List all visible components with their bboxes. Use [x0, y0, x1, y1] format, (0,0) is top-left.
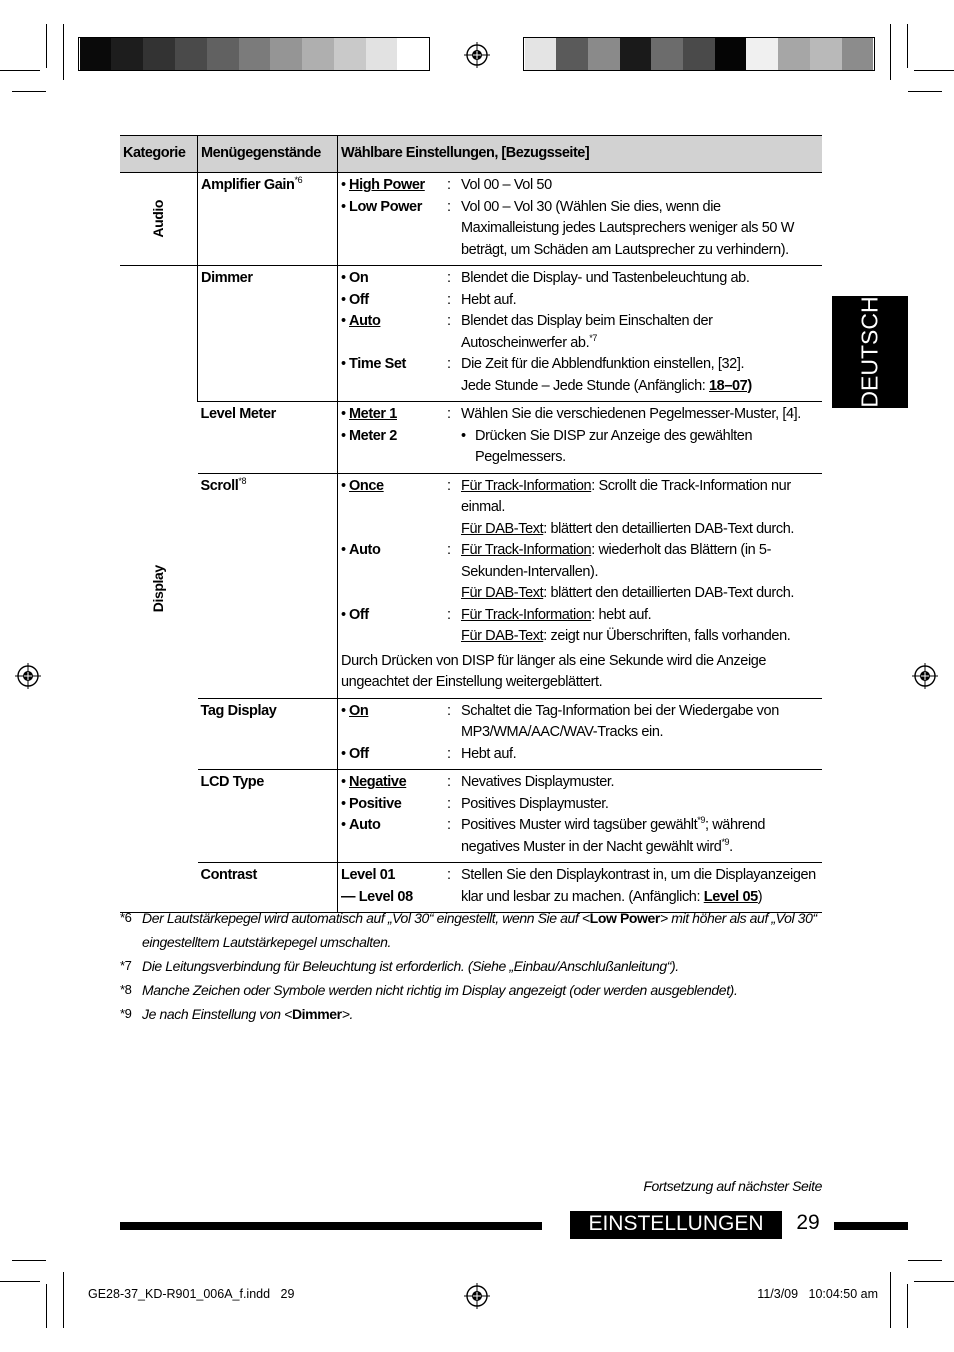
menu-dimmer: Dimmer [198, 266, 338, 402]
header-settings: Wählbare Einstellungen, [Bezugsseite] [338, 136, 823, 173]
footer-rule-right [834, 1222, 908, 1230]
settings-level-meter [338, 402, 823, 474]
option-level-range: Level 01 — Level 08 : Stellen Sie den Displaykontrast in, um die Displayanzeigen klar und lesbar zu machen. (Anfänglich: Level 05) [341, 867, 816, 905]
crop-mark-icon [46, 1284, 47, 1328]
continuation-note: Fortsetzung auf nächster Seite [643, 1178, 822, 1194]
swatch [778, 38, 810, 70]
header-kategorie: Kategorie [120, 136, 198, 173]
option-positive: • Positive : Positives Displaymuster. [341, 795, 609, 812]
language-tab [832, 296, 908, 408]
swatch [366, 38, 397, 70]
menu-contrast: Contrast [198, 863, 338, 913]
option-off: • Off : Hebt auf. [341, 291, 517, 308]
table-row [120, 863, 822, 913]
crop-mark-icon [12, 91, 46, 92]
crop-mark-icon [63, 24, 64, 80]
settings-amplifier-gain [338, 173, 823, 266]
option-meter-2: • Meter 2 • Drücken Sie DISP zur Anzeige des gewählten Pegelmessers. [341, 427, 753, 465]
swatch [270, 38, 302, 70]
swatch [556, 38, 588, 70]
table-row [120, 402, 822, 474]
header-menu: Menügegenstände [198, 136, 338, 173]
option-negative: • Negative : Nevatives Displaymuster. [341, 774, 615, 790]
swatch [651, 38, 683, 70]
swatch [111, 38, 143, 70]
footnote-8: *8 Manche Zeichen oder Symbole werden nicht richtig im Display angezeigt (oder werden ausgeblendet). [120, 982, 738, 998]
option-meter-1: • Meter 1 : Wählen Sie die verschiedenen Pegelmesser-Muster, [4]. [341, 406, 801, 422]
option-auto: • Auto : Für Track-Information: wiederholt das Blättern (in 5-Sekunden-Intervallen). Für DAB-Text: blättert den detaillierten DAB-Text durch. [341, 542, 795, 601]
settings-dimmer [338, 266, 823, 402]
swatch [239, 38, 270, 70]
registration-mark-icon [15, 663, 41, 689]
category-audio: Audio [120, 173, 198, 266]
slug-date: 11/3/09 10:04:50 am [757, 1287, 878, 1301]
option-high-power: • High Power : Vol 00 – Vol 50 [341, 177, 552, 193]
swatch [588, 38, 620, 70]
swatch [143, 38, 175, 70]
swatch [842, 38, 873, 70]
settings-tag-display [338, 698, 823, 770]
table-row [120, 698, 822, 770]
table-row [120, 266, 822, 402]
registration-mark-icon [464, 1283, 490, 1309]
table-row [120, 770, 822, 863]
crop-mark-icon [890, 1272, 891, 1328]
crop-mark-icon [12, 1260, 46, 1261]
option-on: • On : Blendet die Display- und Tastenbeleuchtung ab. [341, 270, 750, 286]
swatch [683, 38, 715, 70]
crop-mark-icon [914, 70, 954, 71]
option-off: • Off : Für Track-Information: hebt auf. Für DAB-Text: zeigt nur Überschriften, falls vorhanden. [341, 606, 791, 644]
table-header-row [120, 136, 822, 173]
crop-mark-icon [63, 1272, 64, 1328]
swatch [334, 38, 366, 70]
menu-lcd-type: LCD Type [198, 770, 338, 863]
menu-level-meter: Level Meter [198, 402, 338, 474]
footer-rule-left [120, 1222, 542, 1230]
option-auto: • Auto : Positives Muster wird tagsüber gewählt$^{*9}$; während negatives Muster in der Nacht gewählt wird$^{*9}$. [341, 815, 766, 855]
registration-mark-icon [464, 42, 490, 68]
option-auto: • Auto : Blendet das Display beim Einschalten der Autoscheinwerfer ab.$^{*7}$ [341, 313, 713, 351]
category-display: Display [120, 266, 198, 913]
swatch [715, 38, 746, 70]
page-number: 29 [796, 1211, 820, 1234]
swatch [620, 38, 651, 70]
scroll-note: Durch Drücken von DISP für länger als eine Sekunde wird die Anzeige ungeachtet der Einstellung weitergeblättert. [341, 652, 767, 690]
registration-mark-icon [912, 663, 938, 689]
swatch [207, 38, 239, 70]
crop-mark-icon [890, 24, 891, 80]
crop-mark-icon [914, 1281, 954, 1282]
crop-mark-icon [908, 1260, 942, 1261]
menu-scroll: Scroll$^{*8}$ [198, 473, 338, 698]
table-row [120, 473, 822, 698]
option-on: • On : Schaltet die Tag-Information bei der Wiedergabe von MP3/WMA/AAC/WAV-Tracks ein. [341, 702, 779, 740]
language-tab-label: DEUTSCH [856, 296, 883, 408]
table-row [120, 173, 822, 266]
crop-mark-icon [0, 1281, 40, 1282]
crop-mark-icon [0, 70, 40, 71]
swatch [302, 38, 334, 70]
menu-tag-display: Tag Display [198, 698, 338, 770]
option-once: • Once : Für Track-Information: Scrollt die Track-Information nur einmal. Für DAB-Text: blättert den detaillierten DAB-Text durch. [341, 477, 795, 537]
option-off: • Off : Hebt auf. [341, 745, 517, 762]
settings-contrast [338, 863, 823, 913]
crop-mark-icon [46, 24, 47, 68]
swatch [746, 38, 778, 70]
section-label: EINSTELLUNGEN [570, 1211, 782, 1239]
menu-amplifier-gain: Amplifier Gain$^{*6}$ [198, 173, 338, 266]
settings-scroll [338, 473, 823, 698]
crop-mark-icon [907, 24, 908, 68]
footnote-7: *7 Die Leitungsverbindung für Beleuchtung ist erforderlich. (Siehe „Einbau/Anschlußanleitung“). [120, 958, 679, 974]
settings-lcd-type [338, 770, 823, 863]
crop-mark-icon [907, 1284, 908, 1328]
slug-file: GE28-37_KD-R901_006A_f.indd 29 [88, 1287, 295, 1301]
swatch [80, 38, 111, 70]
swatch [810, 38, 842, 70]
settings-table [120, 135, 822, 913]
option-low-power: • Low Power : Vol 00 – Vol 30 (Wählen Sie dies, wenn die Maximalleistung jedes Lautsprechers weniger als 50 W beträgt, um Schäden am Lautsprecher zu verhindern). [341, 198, 795, 258]
crop-mark-icon [908, 91, 942, 92]
footnote-6: *6 Der Lautstärkepegel wird automatisch auf „Vol 30“ eingestellt, wenn Sie auf <Low Power> mit höher als auf „Vol 30“ eingestelltem Lautstärkepegel umschalten. [120, 910, 817, 950]
swatch [525, 38, 556, 70]
option-time-set: • Time Set : Die Zeit für die Abblendfunktion einstellen, [32]. Jede Stunde – Jede Stunde (Anfänglich: 18–07) [341, 356, 752, 394]
footnote-9: *9 Je nach Einstellung von <Dimmer>. [120, 1006, 353, 1022]
swatch [175, 38, 207, 70]
